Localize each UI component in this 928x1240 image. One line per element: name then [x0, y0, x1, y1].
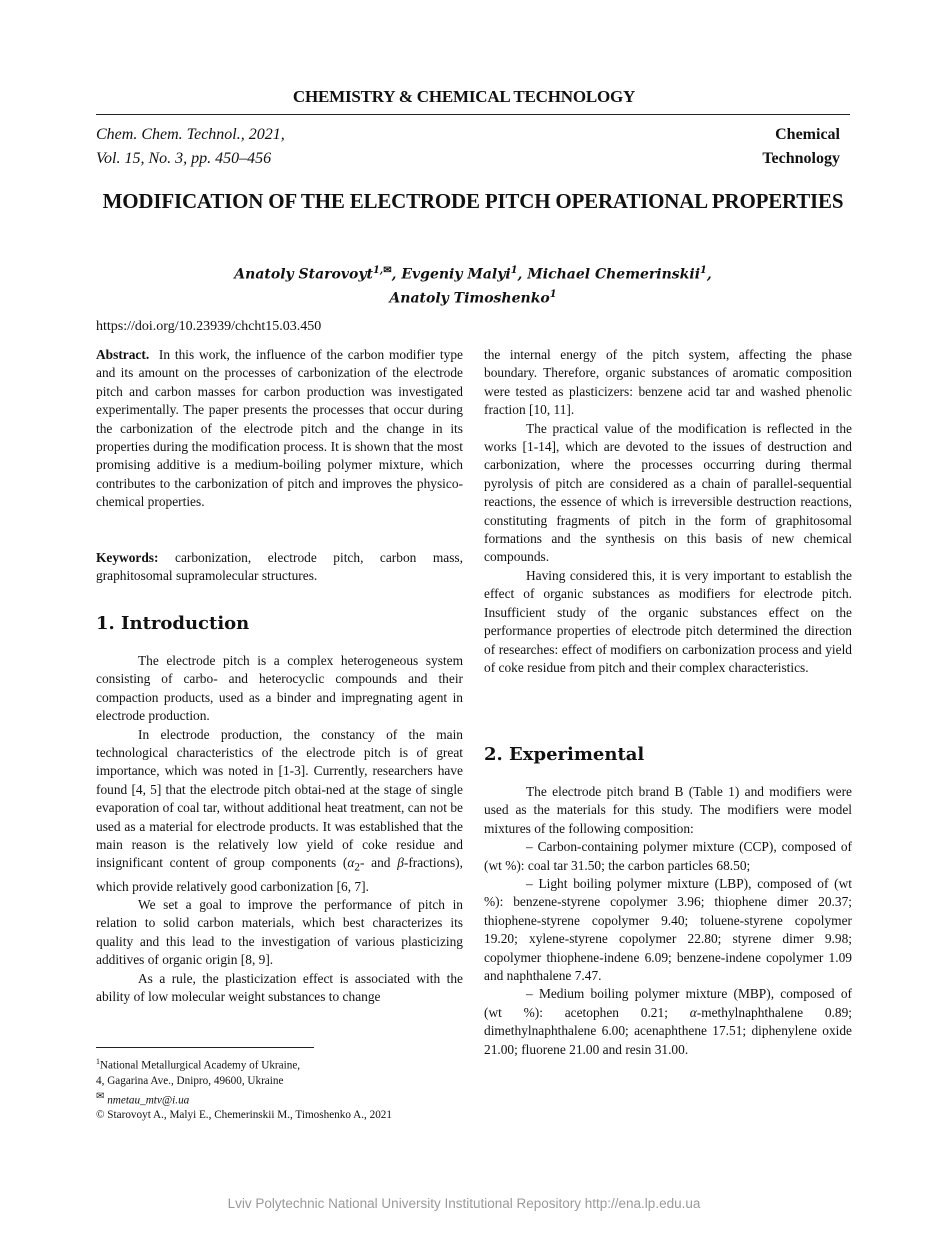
repository-footer: Lviv Polytechnic National University Institutional Repository http://ena.lp.edu.ua [227, 1196, 701, 1211]
paragraph-text: -methylnaphthalene 0.89; dimethylnaphthalene 6.00; acenaphthene 17.51; diphenylene oxide 21.00; fluorene 21.00 and resin 31.00. [484, 1004, 852, 1057]
paragraph-text: In electrode production, the constancy of the main technological characteristics of the electrode pitch is of great importance, which was noted in [1-3]. Currently, researchers have found [4, 5] that the electrode pitch obtai-ned at the stage of single evaporation of coal tar, without additional heat treatment, can not be used as a material for electrode products. It was established that the main reason is the relatively low yield of coke residue and insignificant content of group components ( [96, 726, 463, 871]
keywords [96, 549, 463, 586]
copyright-line: © Starovoyt A., Malyi E., Chemerinskii M., Timoshenko A., 2021 [96, 1109, 392, 1122]
citation-line-1: Chem. Chem. Technol., 2021, [96, 126, 285, 143]
greek-symbol: α [689, 1004, 697, 1020]
author-separator: , [517, 266, 528, 283]
citation-line-2: Vol. 15, No. 3, pp. 450–456 [96, 150, 272, 167]
keywords-label: Keywords: [96, 550, 159, 565]
greek-symbol: α [347, 855, 355, 871]
author-separator: , [706, 266, 712, 283]
paragraph: – Carbon-containing polymer mixture (CCP), composed of (wt %): coal tar 31.50; the carbon particles 68.50; [484, 839, 852, 873]
paragraph: – Light boiling polymer mixture (LBP), composed of (wt %): benzene-styrene copolymer 3.96; thiophene dimer 20.37; thiophene-styrene copolymer 9.40; toluene-styrene copolymer 19.20; xylene-styrene copolymer 22.80; styrene dimer 9.98; copolymer thiophene-indene 6.09; benzene-indene copolymer 1.09 and naphthalene 7.47. [484, 876, 852, 984]
paragraph [96, 726, 463, 896]
keywords-text: carbonization, electrode pitch, carbon mass, graphitosomal supramolecular structures. [96, 550, 463, 584]
email-address[interactable]: nmetau_mtv@i.ua [107, 1094, 190, 1107]
envelope-icon: ✉ [383, 265, 392, 276]
section-label-1: Chemical [775, 126, 840, 143]
introduction-body [96, 652, 463, 1006]
footnote [96, 1054, 392, 1123]
footnote-rule [96, 1047, 314, 1048]
author-name: Anatoly Timoshenko [389, 290, 550, 307]
affiliation-line: National Metallurgical Academy of Ukraine, [99, 1059, 301, 1072]
abstract-text: In this work, the influence of the carbon modifier type and its amount on the processes of carbonization of the electrode pitch and carbon masses for carbon production was investigated experimentally. The paper presents the processes that occur during the carbonization of the electrode pitch and the change in its properties during the modification process. It is shown that the most promising additive is a medium-boiling polymer mixture, which contributes to the carbonization of pitch and improves the physico-chemical properties. [96, 347, 463, 510]
author-affiliation: 1, [372, 265, 384, 276]
author-list [100, 261, 846, 308]
author-separator: , [391, 266, 402, 283]
paragraph: the internal energy of the pitch system, affecting the phase boundary. Therefore, organic substances of aromatic composition were tested as plasticizers: benzene acid tar and washed phenolic fraction [10, 11]. [484, 347, 852, 418]
author-name: Michael Chemerinskii [527, 266, 701, 283]
envelope-icon: ✉ [96, 1090, 105, 1102]
paragraph-text: - and [360, 855, 398, 871]
header-rule [96, 114, 850, 115]
paragraph: As a rule, the plasticization effect is associated with the ability of low molecular weight substances to change [96, 970, 463, 1004]
abstract [96, 346, 463, 512]
abstract-label: Abstract. [96, 347, 150, 362]
paragraph: Having considered this, it is very important to establish the effect of organic substances as modifiers for electrode pitch. Insufficient study of the organic substances effect on the performance properties of electrode pitch determined the direction of researches: effect of modifiers on carbonization process and yield of coke residue from pitch and their complex characteristics. [484, 567, 852, 675]
footnote-marker: 1 [96, 1057, 100, 1066]
paragraph-text: -fractions), which provide relatively good carbonization [6, 7]. [96, 855, 463, 894]
paragraph-text: – Medium boiling polymer mixture (MBP), composed of (wt %): acetophen 0.21; [484, 986, 852, 1020]
doi-link[interactable]: https://doi.org/10.23939/chcht15.03.450 [96, 319, 322, 334]
section-label-2: Technology [762, 150, 840, 167]
introduction-continued [484, 346, 852, 677]
paragraph: The electrode pitch is a complex heterogeneous system consisting of carbo- and heterocyclic compounds and their compaction products, used as a binder and impregnating agent in electrode production. [96, 653, 463, 724]
section-heading-experimental: 2. Experimental [484, 744, 645, 765]
paragraph [484, 985, 852, 1059]
author-affiliation: 1 [510, 265, 518, 276]
greek-symbol: β [397, 855, 404, 871]
author-affiliation: 1 [549, 288, 557, 300]
address-line: 4, Gagarina Ave., Dnipro, 49600, Ukraine [96, 1074, 284, 1087]
experimental-body [484, 783, 852, 1059]
paragraph: The electrode pitch brand B (Table 1) and modifiers were used as the materials for this study. The modifiers were model mixtures of the following composition: [484, 784, 852, 836]
paragraph: We set a goal to improve the performance of pitch in relation to solid carbon materials, which best characterizes its quality and this lead to the investigation of various plasticizing additives of organic origin [8, 9]. [96, 896, 463, 968]
author-affiliation: 1 [700, 265, 707, 276]
subscript: 2 [354, 862, 360, 875]
author-name: Anatoly Starovoyt [234, 266, 373, 283]
paper-title: MODIFICATION OF THE ELECTRODE PITCH OPERATIONAL PROPERTIES [102, 189, 844, 213]
paragraph: The practical value of the modification is reflected in the works [1-14], which are devoted to the issues of destruction and carbonization, where the processes occurring during thermal pyrolysis of pitch are considered as a chain of parallel-sequential reactions, the essence of which is irreversible destruction reactions, constituting fragments of pitch in the form of graphitosomal formations and the synthesis on this basis of new chemical compounds. [484, 420, 852, 565]
section-heading-introduction: 1. Introduction [96, 613, 250, 634]
journal-name: CHEMISTRY & CHEMICAL TECHNOLOGY [292, 87, 636, 106]
author-name: Evgeniy Malyi [401, 266, 511, 283]
